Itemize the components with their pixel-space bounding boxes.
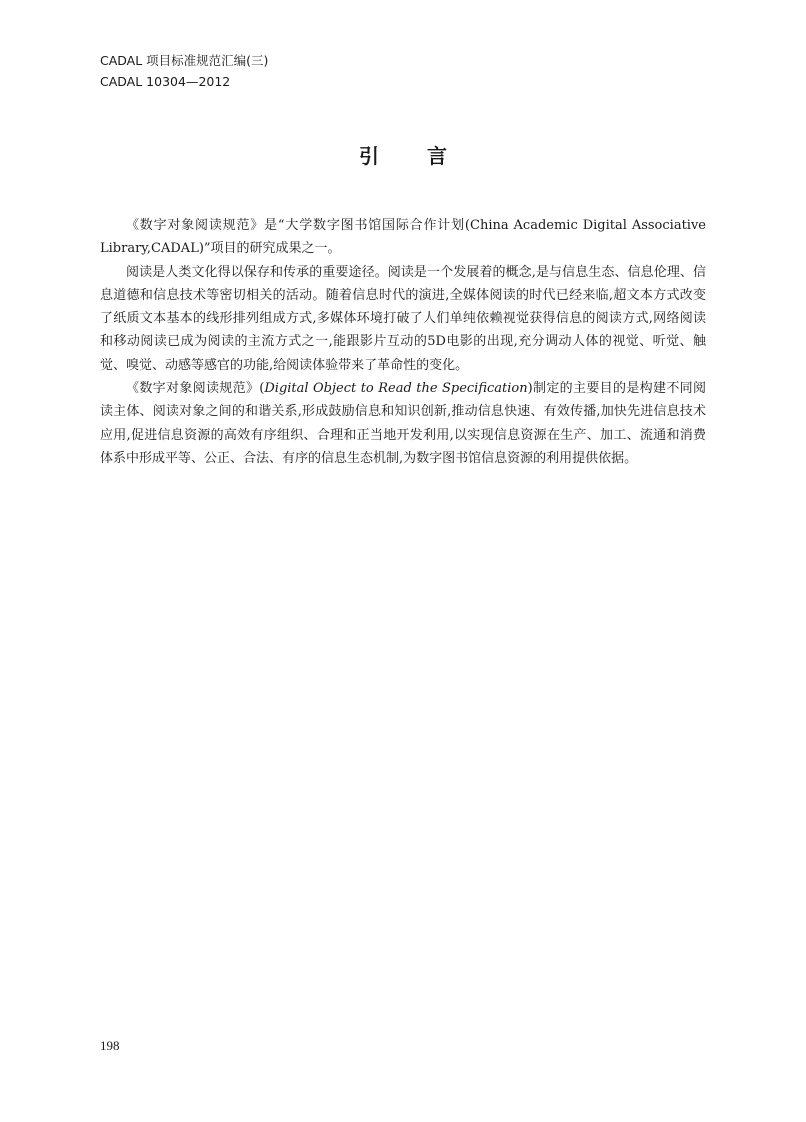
english-standard-title: Digital Object to Read the Specification [264,381,528,397]
paragraph-2: 阅读是人类文化得以保存和传承的重要途径。阅读是一个发展着的概念,是与信息生态、信息伦理、信息道德和信息技术等密切相关的活动。随着信息时代的演进,全媒体阅读的时代已经来临,超文本方式改变了纸质文本基本的线形排列组成方式,多媒体环境打破了人们单纯依赖视觉获得信息的阅读方式,网络阅读和移动阅读已成为阅读的主流方式之一,能跟影片互动的5D电影的出现,充分调动人体的视觉、听觉、触觉、嗅觉、动感等感官的功能,给阅读体验带来了革命性的变化。 [100,264,706,373]
body-text [100,214,706,470]
paragraph-3-lead: 《数字对象阅读规范》( [126,381,265,397]
series-title: CADAL 项目标准规范汇编(三) [100,53,269,68]
running-header [100,50,268,92]
paragraph-3-rest: )制定的主要目的是构建不同阅读主体、阅读对象之间的和谐关系,形成鼓励信息和知识创新,推动信息快速、有效传播,加快先进信息技术应用,促进信息资源的高效有序组织、合理和正当地开发利用,以实现信息资源在生产、加工、流通和消费体系中形成平等、公正、合法、有序的信息生态机制,为数字图书馆信息资源的利用提供依据。 [100,381,706,466]
paragraph-3 [100,377,706,470]
paragraph-1: 《数字对象阅读规范》是“大学数字图书馆国际合作计划(China Academic Digital Associative Library,CADAL)”项目的研究成果之一。 [100,218,706,257]
page-number: 198 [100,1038,120,1053]
standard-number: CADAL 10304—2012 [100,74,231,89]
page-title: 引言 [359,144,495,168]
